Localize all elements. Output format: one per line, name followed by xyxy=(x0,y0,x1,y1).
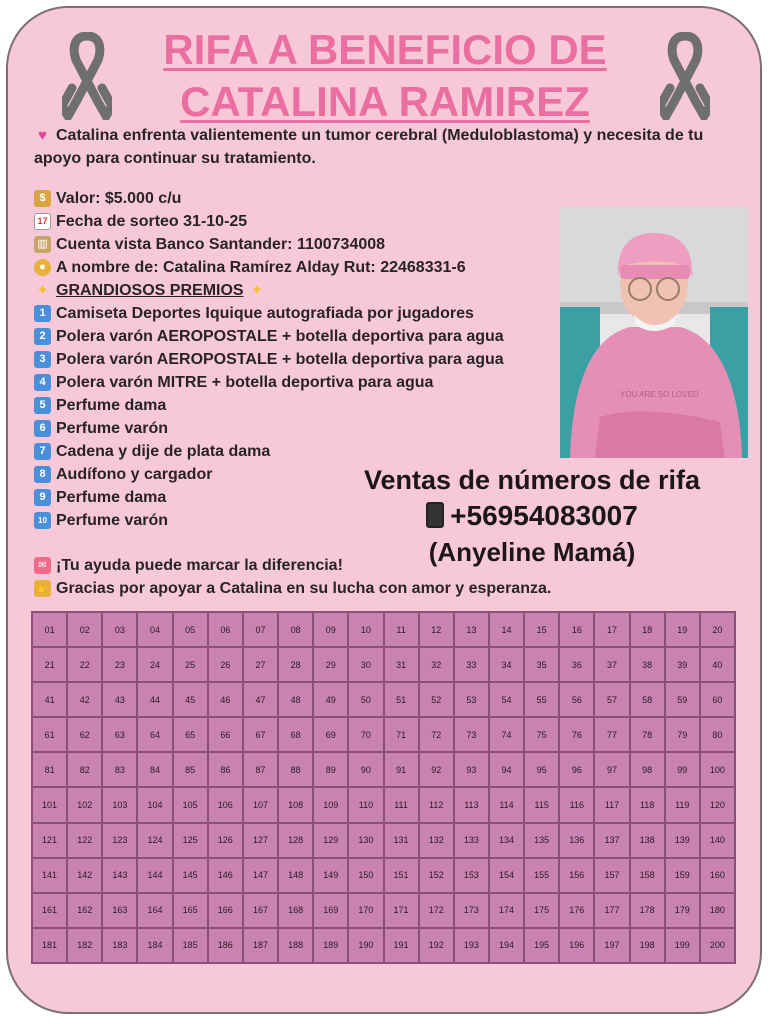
raffle-number-cell: 54 xyxy=(489,682,524,717)
raffle-number-cell: 174 xyxy=(489,893,524,928)
raffle-number-cell: 32 xyxy=(419,647,454,682)
raffle-number-cell: 38 xyxy=(630,647,665,682)
raffle-number-cell: 177 xyxy=(594,893,629,928)
raffle-number-cell: 175 xyxy=(524,893,559,928)
raffle-number-cell: 108 xyxy=(278,787,313,822)
raffle-number-cell: 110 xyxy=(348,787,383,822)
raffle-number-cell: 135 xyxy=(524,823,559,858)
raffle-number-cell: 46 xyxy=(208,682,243,717)
raffle-number-cell: 127 xyxy=(243,823,278,858)
keycap-6-icon: 6 xyxy=(34,420,51,437)
keycap-5-icon: 5 xyxy=(34,397,51,414)
raffle-number-cell: 104 xyxy=(137,787,172,822)
raffle-number-cell: 170 xyxy=(348,893,383,928)
raffle-number-cell: 09 xyxy=(313,612,348,647)
prize-item: 2 Polera varón AEROPOSTALE + botella deportiva para agua xyxy=(34,325,554,348)
raffle-number-cell: 71 xyxy=(384,717,419,752)
raffle-number-cell: 109 xyxy=(313,787,348,822)
raffle-number-cell: 154 xyxy=(489,858,524,893)
sparkling-heart-icon: ♥ xyxy=(38,127,47,144)
raffle-number-cell: 121 xyxy=(32,823,67,858)
raffle-number-cell: 193 xyxy=(454,928,489,963)
raffle-number-cell: 14 xyxy=(489,612,524,647)
sales-heading: Ventas de números de rifa xyxy=(363,465,701,495)
raffle-number-cell: 164 xyxy=(137,893,172,928)
raffle-number-cell: 15 xyxy=(524,612,559,647)
raffle-number-cell: 146 xyxy=(208,858,243,893)
raffle-number-cell: 31 xyxy=(384,647,419,682)
prize-item: 4 Polera varón MITRE + botella deportiva para agua xyxy=(34,371,554,394)
raffle-number-cell: 06 xyxy=(208,612,243,647)
raffle-number-cell: 29 xyxy=(313,647,348,682)
raffle-number-cell: 111 xyxy=(384,787,419,822)
footer-line-2: ✋ Gracias por apoyar a Catalina en su lucha con amor y esperanza. xyxy=(34,577,714,600)
raffle-number-cell: 61 xyxy=(32,717,67,752)
raffle-number-cell: 158 xyxy=(630,858,665,893)
raffle-number-cell: 151 xyxy=(384,858,419,893)
raffle-number-cell: 134 xyxy=(489,823,524,858)
raffle-number-cell: 181 xyxy=(32,928,67,963)
prize-item: 3 Polera varón AEROPOSTALE + botella deportiva para agua xyxy=(34,348,554,371)
raffle-number-cell: 23 xyxy=(102,647,137,682)
raffle-number-cell: 18 xyxy=(630,612,665,647)
raffle-number-cell: 36 xyxy=(559,647,594,682)
raffle-number-cell: 75 xyxy=(524,717,559,752)
raffle-number-cell: 05 xyxy=(173,612,208,647)
raffle-number-cell: 91 xyxy=(384,752,419,787)
info-cuenta: ▥ Cuenta vista Banco Santander: 1100734008 xyxy=(34,233,554,256)
raffle-number-cell: 178 xyxy=(630,893,665,928)
raffle-number-cell: 132 xyxy=(419,823,454,858)
raffle-number-cell: 34 xyxy=(489,647,524,682)
raffle-number-cell: 139 xyxy=(665,823,700,858)
raffle-number-cell: 88 xyxy=(278,752,313,787)
keycap-1-icon: 1 xyxy=(34,305,51,322)
raffle-number-cell: 96 xyxy=(559,752,594,787)
raffle-number-cell: 150 xyxy=(348,858,383,893)
raffle-number-cell: 56 xyxy=(559,682,594,717)
raffle-number-cell: 89 xyxy=(313,752,348,787)
raffle-number-cell: 22 xyxy=(67,647,102,682)
raffle-number-cell: 37 xyxy=(594,647,629,682)
raffle-number-cell: 188 xyxy=(278,928,313,963)
prize-item: 9 Perfume dama xyxy=(34,486,554,509)
keycap-4-icon: 4 xyxy=(34,374,51,391)
raffle-number-cell: 99 xyxy=(665,752,700,787)
raffle-number-cell: 27 xyxy=(243,647,278,682)
raffle-number-cell: 161 xyxy=(32,893,67,928)
raffle-number-cell: 185 xyxy=(173,928,208,963)
raffle-number-cell: 196 xyxy=(559,928,594,963)
raffle-number-cell: 136 xyxy=(559,823,594,858)
raffle-number-cell: 200 xyxy=(700,928,735,963)
raffle-number-cell: 194 xyxy=(489,928,524,963)
raffle-number-cell: 10 xyxy=(348,612,383,647)
raffle-number-cell: 57 xyxy=(594,682,629,717)
raffle-number-cell: 126 xyxy=(208,823,243,858)
money-bag-icon: $ xyxy=(34,190,51,207)
raffle-number-cell: 100 xyxy=(700,752,735,787)
raffle-number-cell: 165 xyxy=(173,893,208,928)
raffle-number-cell: 163 xyxy=(102,893,137,928)
raffle-number-cell: 25 xyxy=(173,647,208,682)
keycap-10-icon: 10 xyxy=(34,512,51,529)
raffle-number-cell: 166 xyxy=(208,893,243,928)
raffle-number-cell: 102 xyxy=(67,787,102,822)
raffle-number-cell: 116 xyxy=(559,787,594,822)
raffle-number-cell: 44 xyxy=(137,682,172,717)
raffle-number-cell: 155 xyxy=(524,858,559,893)
prize-item: 10 Perfume varón xyxy=(34,509,554,532)
sparkles-icon: ✦ xyxy=(36,282,49,299)
raffle-number-cell: 137 xyxy=(594,823,629,858)
raffle-number-cell: 167 xyxy=(243,893,278,928)
raffle-number-cell: 187 xyxy=(243,928,278,963)
raffle-number-cell: 120 xyxy=(700,787,735,822)
raffle-number-cell: 86 xyxy=(208,752,243,787)
raffle-number-cell: 11 xyxy=(384,612,419,647)
raffle-number-cell: 117 xyxy=(594,787,629,822)
raffle-number-cell: 103 xyxy=(102,787,137,822)
raffle-number-cell: 04 xyxy=(137,612,172,647)
raffle-number-cell: 28 xyxy=(278,647,313,682)
raffle-number-cell: 153 xyxy=(454,858,489,893)
raffle-number-cell: 79 xyxy=(665,717,700,752)
sparkles-icon: ✦ xyxy=(250,282,264,299)
raffle-number-cell: 67 xyxy=(243,717,278,752)
info-valor: $ Valor: $5.000 c/u xyxy=(34,187,554,210)
raffle-number-cell: 128 xyxy=(278,823,313,858)
catalina-photo xyxy=(560,207,748,458)
raffle-number-cell: 195 xyxy=(524,928,559,963)
raffle-number-cell: 159 xyxy=(665,858,700,893)
raffle-number-cell: 33 xyxy=(454,647,489,682)
raffle-number-cell: 49 xyxy=(313,682,348,717)
raffle-number-cell: 39 xyxy=(665,647,700,682)
prize-item: 1 Camiseta Deportes Iquique autografiada por jugadores xyxy=(34,302,554,325)
raffle-number-cell: 119 xyxy=(665,787,700,822)
info-fecha: 17 Fecha de sorteo 31-10-25 xyxy=(34,210,554,233)
raffle-number-cell: 160 xyxy=(700,858,735,893)
raffle-number-cell: 172 xyxy=(419,893,454,928)
raffle-number-cell: 60 xyxy=(700,682,735,717)
raffle-number-cell: 77 xyxy=(594,717,629,752)
raffle-number-cell: 78 xyxy=(630,717,665,752)
raffle-number-cell: 192 xyxy=(419,928,454,963)
raffle-number-cell: 138 xyxy=(630,823,665,858)
keycap-8-icon: 8 xyxy=(34,466,51,483)
raffle-number-cell: 183 xyxy=(102,928,137,963)
raffle-number-cell: 105 xyxy=(173,787,208,822)
raffle-number-cell: 43 xyxy=(102,682,137,717)
raffle-number-cell: 02 xyxy=(67,612,102,647)
raffle-number-cell: 198 xyxy=(630,928,665,963)
raffle-number-cell: 65 xyxy=(173,717,208,752)
raffle-number-cell: 97 xyxy=(594,752,629,787)
raffle-number-cell: 123 xyxy=(102,823,137,858)
raffle-number-cell: 95 xyxy=(524,752,559,787)
raffle-number-cell: 01 xyxy=(32,612,67,647)
raffle-number-cell: 48 xyxy=(278,682,313,717)
raffle-number-cell: 129 xyxy=(313,823,348,858)
sales-phone[interactable]: +56954083007 xyxy=(450,500,638,531)
raffle-number-cell: 07 xyxy=(243,612,278,647)
raffle-number-cell: 85 xyxy=(173,752,208,787)
raffle-number-cell: 144 xyxy=(137,858,172,893)
prizes-heading: ✦ GRANDIOSOS PREMIOS ✦ xyxy=(34,279,554,302)
raffle-number-cell: 148 xyxy=(278,858,313,893)
raffle-number-cell: 17 xyxy=(594,612,629,647)
raffle-number-cell: 184 xyxy=(137,928,172,963)
raffle-number-cell: 41 xyxy=(32,682,67,717)
keycap-2-icon: 2 xyxy=(34,328,51,345)
raffle-number-cell: 19 xyxy=(665,612,700,647)
raffle-number-cell: 66 xyxy=(208,717,243,752)
raffle-number-cell: 94 xyxy=(489,752,524,787)
raffle-number-cell: 92 xyxy=(419,752,454,787)
love-letter-icon: ✉ xyxy=(34,557,51,574)
raffle-number-cell: 169 xyxy=(313,893,348,928)
svg-text:YOU ARE SO LOVED: YOU ARE SO LOVED xyxy=(620,390,699,399)
raffle-number-cell: 50 xyxy=(348,682,383,717)
raffle-number-cell: 51 xyxy=(384,682,419,717)
raffle-number-cell: 53 xyxy=(454,682,489,717)
raffle-number-cell: 101 xyxy=(32,787,67,822)
raffle-number-cell: 82 xyxy=(67,752,102,787)
raffle-number-cell: 42 xyxy=(67,682,102,717)
raffle-number-cell: 13 xyxy=(454,612,489,647)
raffle-number-cell: 156 xyxy=(559,858,594,893)
raffle-number-cell: 21 xyxy=(32,647,67,682)
footer-message xyxy=(34,554,714,600)
raffle-number-cell: 12 xyxy=(419,612,454,647)
intro-paragraph: Catalina enfrenta valientemente un tumor cerebral (Meduloblastoma) y necesita de tu apoyo para continuar su tratamiento. xyxy=(34,127,704,167)
raffle-number-cell: 107 xyxy=(243,787,278,822)
title-line-1: RIFA A BENEFICIO DE xyxy=(163,26,607,73)
raffle-number-cell: 130 xyxy=(348,823,383,858)
raffle-number-cell: 133 xyxy=(454,823,489,858)
raffle-number-cell: 149 xyxy=(313,858,348,893)
prize-item: 5 Perfume dama xyxy=(34,394,554,417)
raffle-number-cell: 191 xyxy=(384,928,419,963)
raffle-number-cell: 98 xyxy=(630,752,665,787)
raffle-number-cell: 168 xyxy=(278,893,313,928)
raffle-number-cell: 122 xyxy=(67,823,102,858)
footer-line-1: ✉ ¡Tu ayuda puede marcar la diferencia! xyxy=(34,554,714,577)
raffle-number-cell: 03 xyxy=(102,612,137,647)
raffle-number-cell: 62 xyxy=(67,717,102,752)
raffle-number-cell: 182 xyxy=(67,928,102,963)
raffle-number-cell: 24 xyxy=(137,647,172,682)
sales-contact-name: (Anyeline Mamá) xyxy=(428,537,636,567)
raffle-number-cell: 63 xyxy=(102,717,137,752)
raffle-number-cell: 64 xyxy=(137,717,172,752)
raffle-number-cell: 26 xyxy=(208,647,243,682)
raffle-number-cell: 70 xyxy=(348,717,383,752)
raffle-number-cell: 52 xyxy=(419,682,454,717)
raffle-number-cell: 83 xyxy=(102,752,137,787)
raffle-number-cell: 81 xyxy=(32,752,67,787)
raffle-number-cell: 08 xyxy=(278,612,313,647)
mobile-phone-icon xyxy=(426,502,444,528)
raffle-number-cell: 80 xyxy=(700,717,735,752)
raffle-number-cell: 157 xyxy=(594,858,629,893)
keycap-9-icon: 9 xyxy=(34,489,51,506)
raffle-number-grid xyxy=(31,611,736,964)
awareness-ribbon-icon xyxy=(660,32,710,120)
prize-item: 6 Perfume varón xyxy=(34,417,554,440)
raffle-number-cell: 30 xyxy=(348,647,383,682)
intro-text xyxy=(34,124,714,170)
raffle-number-cell: 73 xyxy=(454,717,489,752)
raffle-number-cell: 162 xyxy=(67,893,102,928)
raffle-number-cell: 152 xyxy=(419,858,454,893)
calendar-icon: 17 xyxy=(34,213,51,230)
raffle-number-cell: 114 xyxy=(489,787,524,822)
awareness-ribbon-icon xyxy=(62,32,112,120)
raffle-number-cell: 45 xyxy=(173,682,208,717)
raffle-number-cell: 141 xyxy=(32,858,67,893)
raffle-number-cell: 47 xyxy=(243,682,278,717)
raffle-number-cell: 179 xyxy=(665,893,700,928)
raffle-number-cell: 76 xyxy=(559,717,594,752)
keycap-3-icon: 3 xyxy=(34,351,51,368)
raffle-number-cell: 87 xyxy=(243,752,278,787)
raffle-number-cell: 84 xyxy=(137,752,172,787)
page-title xyxy=(120,24,650,128)
raffle-number-cell: 143 xyxy=(102,858,137,893)
raffle-number-cell: 69 xyxy=(313,717,348,752)
sales-phone-row xyxy=(336,498,728,534)
raffle-number-cell: 74 xyxy=(489,717,524,752)
raffle-number-cell: 58 xyxy=(630,682,665,717)
raffle-number-cell: 180 xyxy=(700,893,735,928)
prize-item: 8 Audífono y cargador xyxy=(34,463,554,486)
title-line-2: CATALINA RAMIREZ xyxy=(180,78,590,125)
raffle-number-cell: 140 xyxy=(700,823,735,858)
raffle-number-cell: 68 xyxy=(278,717,313,752)
raffle-number-cell: 199 xyxy=(665,928,700,963)
raffle-number-cell: 16 xyxy=(559,612,594,647)
raffle-number-cell: 171 xyxy=(384,893,419,928)
raffle-number-cell: 115 xyxy=(524,787,559,822)
raffle-number-cell: 93 xyxy=(454,752,489,787)
raffle-number-cell: 173 xyxy=(454,893,489,928)
raffle-number-cell: 124 xyxy=(137,823,172,858)
raffle-number-cell: 20 xyxy=(700,612,735,647)
raffle-number-cell: 72 xyxy=(419,717,454,752)
raffle-number-cell: 145 xyxy=(173,858,208,893)
raffle-number-cell: 189 xyxy=(313,928,348,963)
praying-hands-icon: ✋ xyxy=(34,580,51,597)
raffle-number-cell: 106 xyxy=(208,787,243,822)
raffle-number-cell: 118 xyxy=(630,787,665,822)
raffle-number-cell: 40 xyxy=(700,647,735,682)
raffle-number-cell: 59 xyxy=(665,682,700,717)
raffle-number-cell: 90 xyxy=(348,752,383,787)
raffle-number-cell: 131 xyxy=(384,823,419,858)
person-icon: ● xyxy=(34,259,51,276)
keycap-7-icon: 7 xyxy=(34,443,51,460)
info-nombre: ● A nombre de: Catalina Ramírez Alday Rut: 22468331-6 xyxy=(34,256,554,279)
raffle-number-cell: 113 xyxy=(454,787,489,822)
raffle-number-cell: 186 xyxy=(208,928,243,963)
raffle-number-cell: 35 xyxy=(524,647,559,682)
raffle-number-cell: 142 xyxy=(67,858,102,893)
prize-item: 7 Cadena y dije de plata dama xyxy=(34,440,554,463)
raffle-number-cell: 197 xyxy=(594,928,629,963)
raffle-number-cell: 147 xyxy=(243,858,278,893)
raffle-number-cell: 125 xyxy=(173,823,208,858)
raffle-number-cell: 176 xyxy=(559,893,594,928)
raffle-number-cell: 55 xyxy=(524,682,559,717)
raffle-number-cell: 190 xyxy=(348,928,383,963)
raffle-number-cell: 112 xyxy=(419,787,454,822)
bank-icon: ▥ xyxy=(34,236,51,253)
